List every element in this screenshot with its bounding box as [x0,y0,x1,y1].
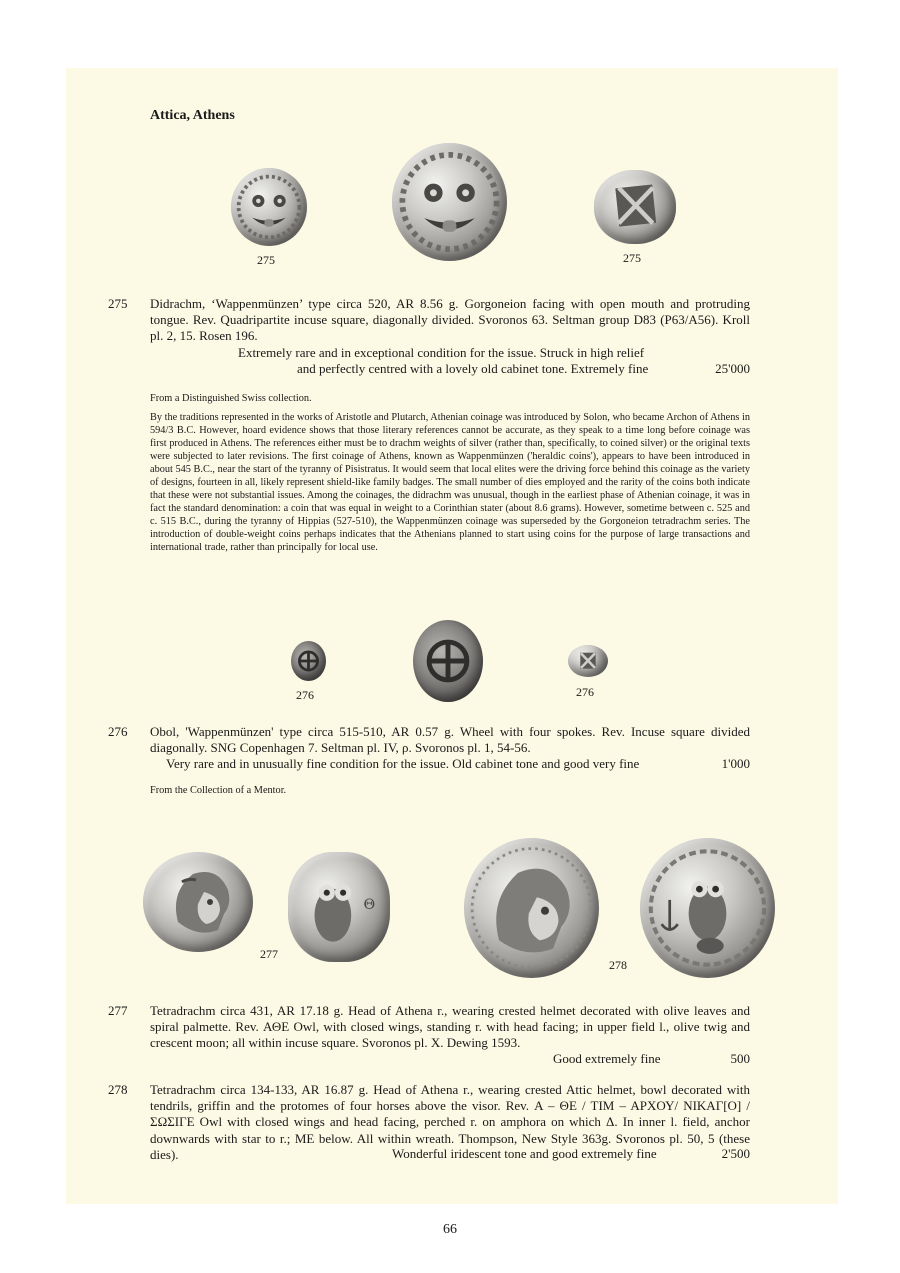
svg-text:Θ: Θ [363,897,376,914]
lot-provenance-276: From the Collection of a Mentor. [150,785,287,796]
coin-276-obverse-small-icon [291,641,326,681]
coin-278-obverse-icon [464,838,599,978]
coin-276-reverse-icon [568,645,608,677]
coin-277-obverse-icon [143,852,253,952]
coin-275-obverse-large-icon [392,143,507,261]
lot-number-275: 275 [108,296,128,311]
lot-number-278: 278 [108,1082,128,1097]
lot-price-275: 25'000 [715,361,750,376]
caption-275-right: 275 [623,251,641,265]
lot-description-278: Tetradrachm circa 134-133, AR 16.87 g. Head of Athena r., wearing crested Attic helmet, bowl decorated with tendrils, griffin and the protomes of four horses above the visor. Rev. Α – ΘΕ / ΤΙΜ – ΑΡΧΟΥ/ ΝΙΚΑΓ[Ο] / ΣΩΣΙΓΕ Owl with closed wings and head facing, perched r. on amphora on which Δ. In inner l. field, anchor downwards with star to r.; ΜΕ below. All within wreath. Thompson, New Style 363g. Svoronos pl. 50, 5 (these dies). [150,1082,750,1162]
caption-275-left: 275 [257,253,275,267]
lot-number-276: 276 [108,724,128,739]
lot-price-278: 2'500 [716,1146,750,1162]
caption-276-right: 276 [576,685,594,699]
section-heading: Attica, Athens [150,108,235,123]
coin-277-reverse-icon [288,852,390,962]
lot-condition-278: Wonderful iridescent tone and good extremely fine [386,1146,657,1162]
lot-note-275: By the traditions represented in the works of Aristotle and Plutarch, Athenian coinage was introduced by Solon, who became Archon of Athens in 594/3 B.C. However, hoard evidence shows that those literary references cannot be accurate, as they speak to a time long before coinage was first produced in Athens. The references either must be to drachm weights of silver (rather than, specifically, to coined silver) or the original texts were subjected to later revisions. The first coinage of Athens, known as Wappenmünzen ('heraldic coins'), appears to have been introduced in about 545 B.C., near the start of the tyranny of Pisistratus. It would seem that local elites were the driving force behind this coinage as the variety of designs, fourteen in all, likely represent shield-like family badges. The small number of dies employed and the rarity of the coins both indicate that these were not substantial issues. Among the coinages, the didrachm was unusual, though in the earliest phase of Athenian coinage, it was in fact the standard denomination: a coin that was equal in weight to a Corinthian stater (about 8.6 grams). However, sometime between c. 525 and c. 515 B.C., during the tyranny of Hippias (527-510), the Wappenmünzen coinage was superseded by the Gorgoneion tetradrachm series. The introduction of double-weight coins perhaps indicates that the Athenians planned to start using coins for the purpose of large transactions and international trade, rather than principally for local use. [150,412,750,553]
coin-275-reverse-icon [594,170,676,244]
caption-276-left: 276 [296,688,314,702]
lot-condition-275-line1: Extremely rare and in exceptional condition for the issue. Struck in high relief [238,345,645,360]
lot-condition-277: Good extremely fine [553,1051,661,1066]
coin-275-obverse-small-icon [231,168,307,246]
lot-description-276: Obol, 'Wappenmünzen' type circa 515-510, AR 0.57 g. Wheel with four spokes. Rev. Incuse square divided diagonally. SNG Copenhagen 7. Seltman pl. IV, ρ. Svoronos pl. 1, 54-56. [150,724,750,756]
lot-price-276: 1'000 [721,756,750,771]
coin-278-reverse-icon [640,838,775,978]
lot-condition-276: Very rare and in unusually fine condition for the issue. Old cabinet tone and good very fine [166,756,640,771]
page-number: 66 [443,1222,457,1237]
lot-condition-275-line2: and perfectly centred with a lovely old cabinet tone. Extremely fine [297,361,649,376]
lot-provenance-275: From a Distinguished Swiss collection. [150,393,312,404]
lot-price-277: 500 [730,1051,750,1066]
coin-276-obverse-large-icon [413,620,483,702]
caption-277: 277 [260,947,278,961]
lot-description-277: Tetradrachm circa 431, AR 17.18 g. Head of Athena r., wearing crested helmet decorated with olive leaves and spiral palmette. Rev. ΑΘΕ Owl, with closed wings, standing r. with head facing; in upper field l., olive twig and crescent moon; all within incuse square. Svoronos pl. X. Dewing 1593. [150,1003,750,1051]
lot-number-277: 277 [108,1003,128,1018]
lot-description-275: Didrachm, ‘Wappenmünzen’ type circa 520, AR 8.56 g. Gorgoneion facing with open mouth and protruding tongue. Rev. Quadripartite incuse square, diagonally divided. Svoronos 63. Seltman group D83 (P63/A56). Kroll pl. 2, 15. Rosen 196. [150,296,750,344]
caption-278: 278 [609,958,627,972]
